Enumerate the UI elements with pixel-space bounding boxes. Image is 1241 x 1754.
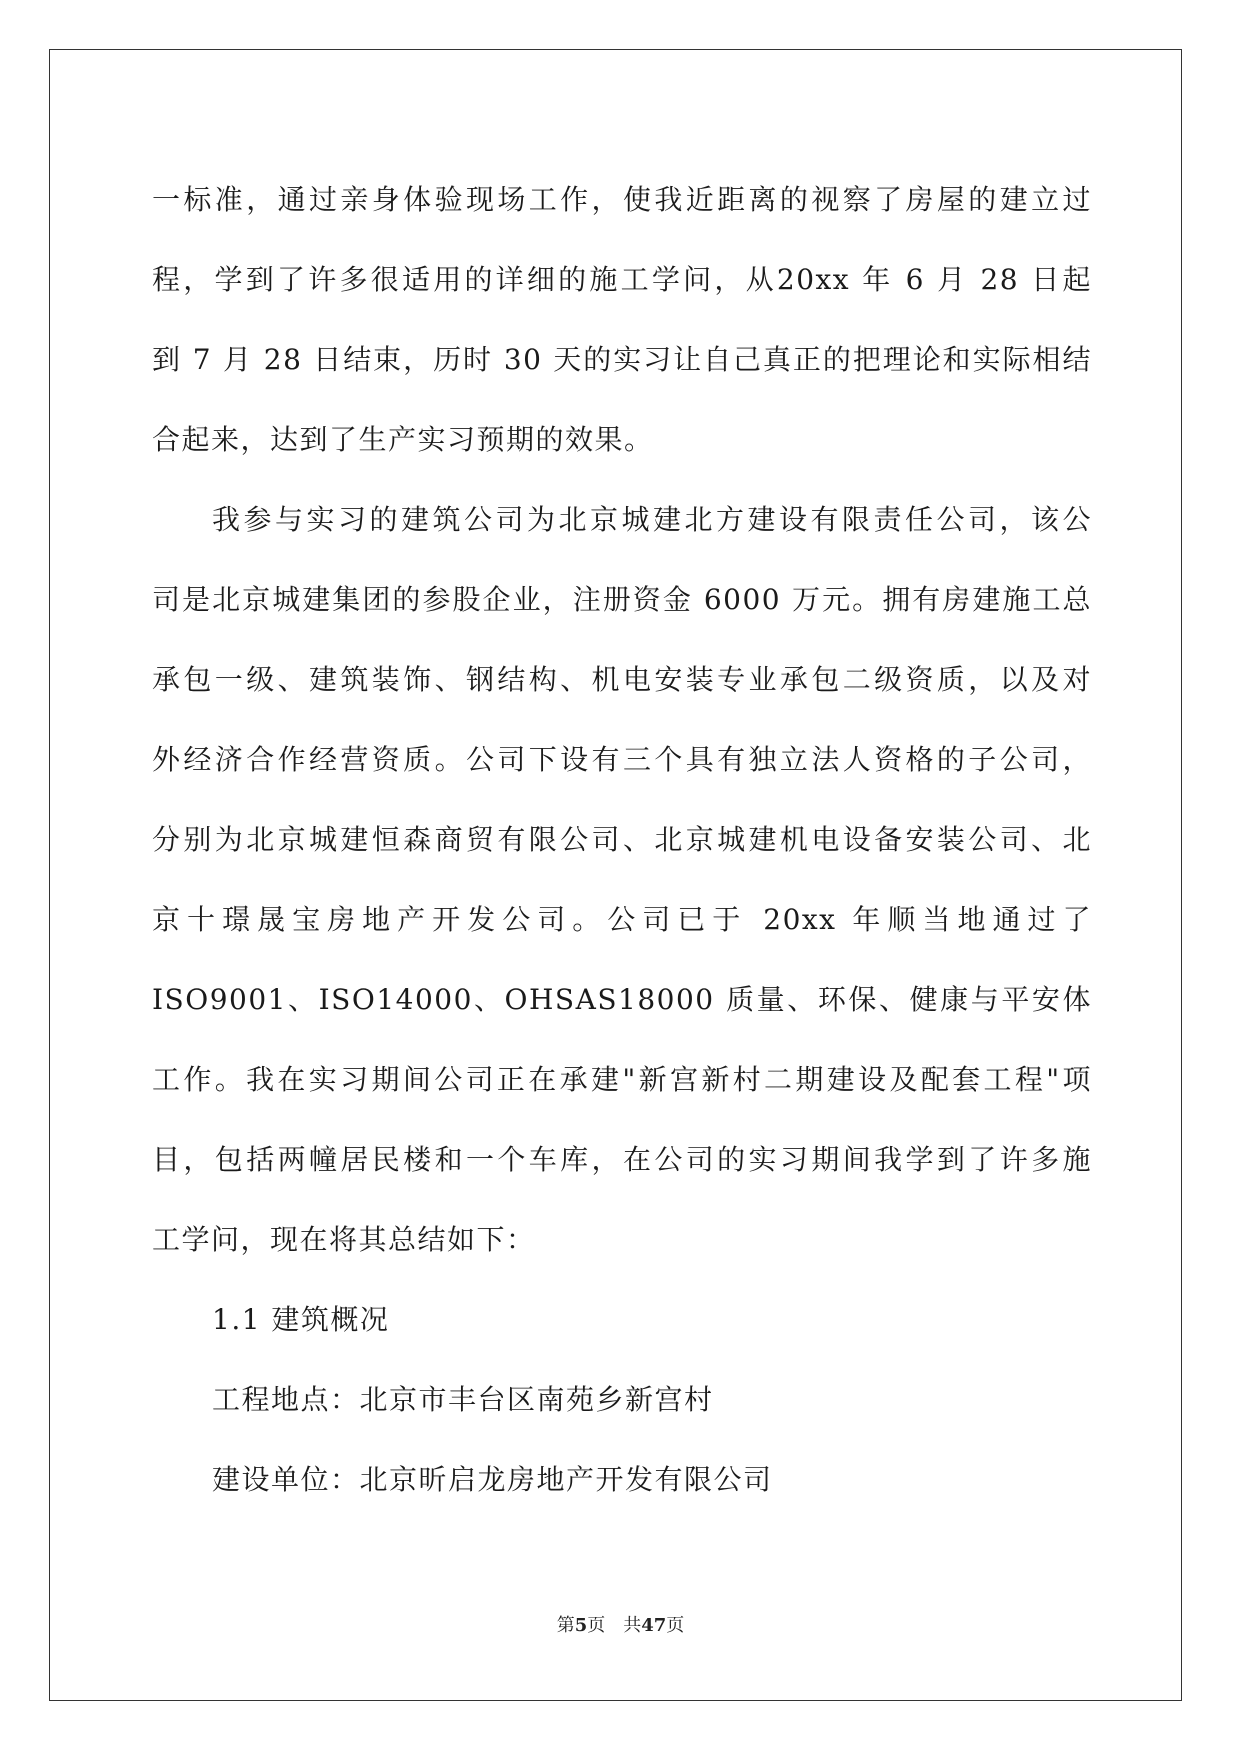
text-line: 京十璟晟宝房地产开发公司。公司已于 20xx 年顺当地通过了 [152, 903, 1092, 936]
text-line: ISO9001、ISO14000、OHSAS18000 质量、环保、健康与平安体 [152, 983, 1092, 1016]
text-line: 程，学到了许多很适用的详细的施工学问，从20xx 年 6 月 28 日起 [152, 263, 1092, 296]
project-location: 工程地点：北京市丰台区南苑乡新宫村 [212, 1383, 714, 1416]
document-body [152, 160, 1092, 1520]
page-number: 5 [574, 1615, 588, 1636]
section-heading: 1.1 建筑概况 [212, 1303, 390, 1336]
text-line: 承包一级、建筑装饰、钢结构、机电安装专业承包二级资质，以及对 [152, 663, 1092, 696]
text-line: 一标准，通过亲身体验现场工作，使我近距离的视察了房屋的建立过 [152, 183, 1092, 216]
page-footer [0, 1614, 1241, 1638]
text-line: 到 7 月 28 日结束，历时 30 天的实习让自己真正的把理论和实际相结 [152, 343, 1092, 376]
total-pages: 47 [641, 1615, 667, 1636]
footer-page-suffix: 页 [587, 1615, 606, 1636]
text-line: 目，包括两幢居民楼和一个车库，在公司的实习期间我学到了许多施 [152, 1143, 1092, 1176]
text-line: 合起来，达到了生产实习预期的效果。 [152, 423, 654, 456]
footer-total-prefix: 共 [623, 1615, 642, 1636]
footer-prefix: 第 [556, 1615, 575, 1636]
text-line: 分别为北京城建恒森商贸有限公司、北京城建机电设备安装公司、北 [152, 823, 1092, 856]
text-line: 外经济合作经营资质。公司下设有三个具有独立法人资格的子公司， [152, 743, 1092, 776]
footer-total-suffix: 页 [666, 1615, 685, 1636]
paragraph-first-line: 我参与实习的建筑公司为北京城建北方建设有限责任公司，该公 [212, 503, 1092, 536]
text-line: 工学问，现在将其总结如下： [152, 1223, 536, 1256]
text-line: 司是北京城建集团的参股企业，注册资金 6000 万元。拥有房建施工总 [152, 583, 1092, 616]
text-line: 工作。我在实习期间公司正在承建"新宫新村二期建设及配套工程"项 [152, 1063, 1092, 1096]
construction-unit: 建设单位：北京昕启龙房地产开发有限公司 [212, 1463, 773, 1496]
